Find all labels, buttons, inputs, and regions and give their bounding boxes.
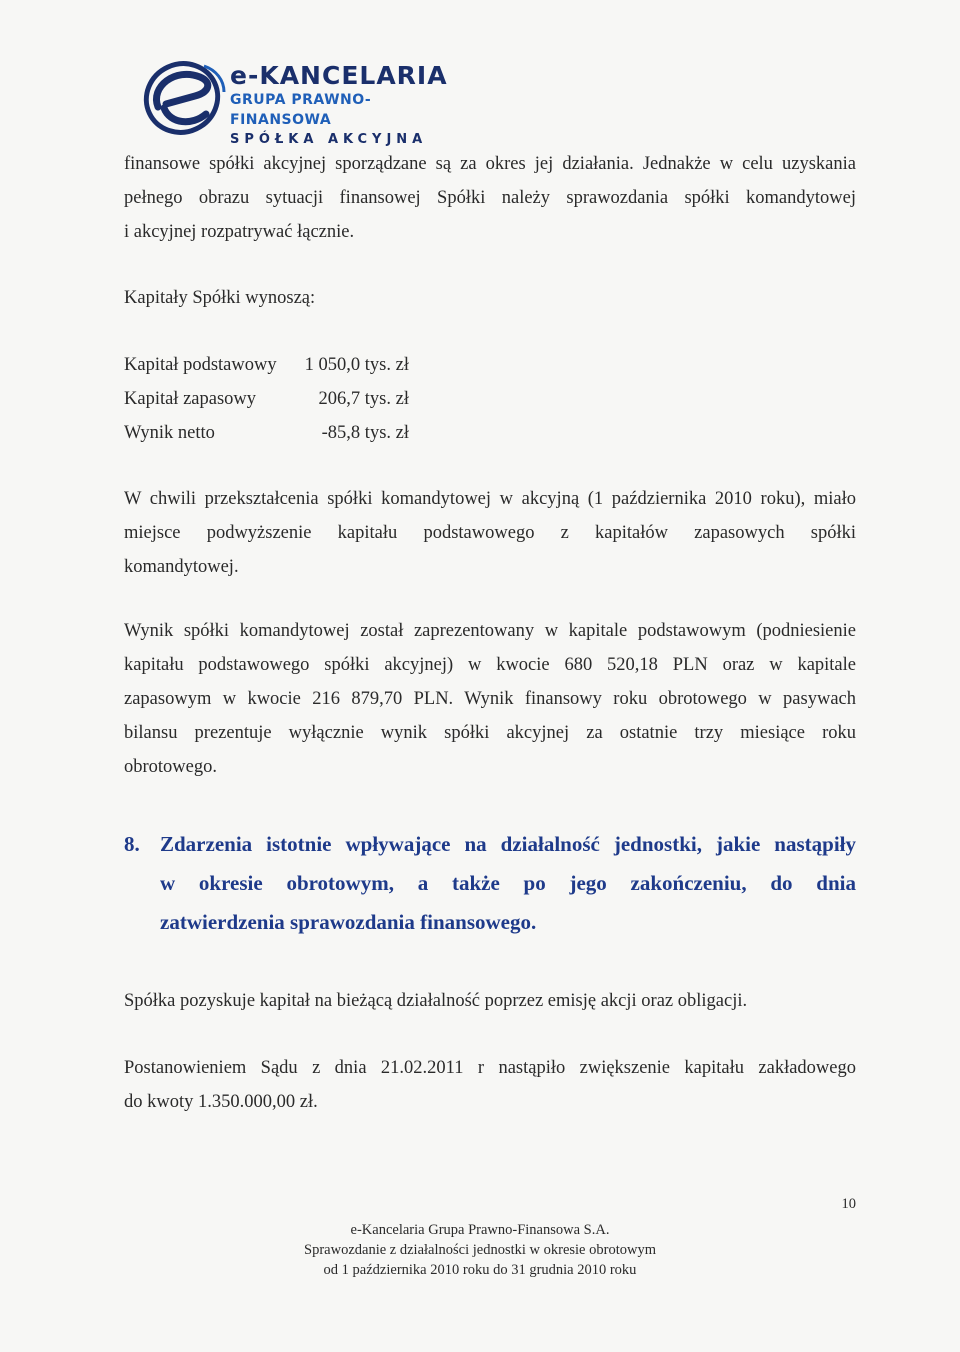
brand-name: e-KANCELARIA (230, 61, 448, 90)
text-line: zapasowym w kwocie 216 879,70 PLN. Wynik finansowy roku obrotowego w pasywach (124, 689, 856, 709)
text-line: do kwoty 1.350.000,00 zł. (124, 1092, 318, 1112)
e-logo-icon (140, 52, 230, 142)
footer-line: Sprawozdanie z działalności jednostki w okresie obrotowym (304, 1242, 656, 1258)
text-line: Spółka pozyskuje kapitał na bieżącą działalność poprzez emisję akcji oraz obligacji. (124, 991, 748, 1011)
footer (0, 1220, 960, 1280)
section-number: 8. (124, 832, 140, 856)
brand-company-type: SPÓŁKA AKCYJNA (230, 132, 428, 147)
heading-line: Zdarzenia istotnie wpływające na działalność jednostki, jakie nastąpiły (160, 832, 856, 856)
logo-text (230, 62, 460, 150)
capital-label: Wynik netto (124, 423, 215, 443)
section-title (160, 825, 856, 942)
company-logo (140, 52, 460, 152)
capital-intro (124, 281, 856, 315)
text-line: Wynik spółki komandytowej został zaprezentowany w kapitale podstawowym (podniesienie (124, 621, 856, 641)
section-heading (124, 825, 856, 945)
capital-value: 1 050,0 tys. zł (304, 355, 409, 375)
text-line: bilansu prezentuje wyłącznie wynik spółki akcyjnej za ostatnie trzy miesiące roku (124, 723, 856, 743)
text-line: komandytowej. (124, 557, 239, 577)
capital-value: -85,8 tys. zł (321, 423, 409, 443)
paragraph-financial-statements (124, 147, 856, 249)
page-number: 10 (841, 1196, 856, 1212)
paragraph-capital-raising (124, 984, 856, 1018)
heading-line: w okresie obrotowym, a także po jego zakończeniu, do dnia (160, 871, 856, 895)
text-line: kapitału podstawowego spółki akcyjnej) w kwocie 680 520,18 PLN oraz w kapitale (124, 655, 856, 675)
footer-line: od 1 października 2010 roku do 31 grudnia 2010 roku (323, 1262, 637, 1278)
text-line: Postanowieniem Sądu z dnia 21.02.2011 r nastąpiło zwiększenie kapitału zakładowego (124, 1058, 856, 1078)
heading-line: zatwierdzenia sprawozdania finansowego. (160, 910, 537, 934)
capital-label: Kapitał zapasowy (124, 389, 257, 409)
paragraph-result (124, 614, 856, 784)
text-line: obrotowego. (124, 757, 217, 777)
text-line: pełnego obrazu sytuacji finansowej Spółki należy sprawozdania spółki komandytowej (124, 188, 856, 208)
capital-intro-text: Kapitały Spółki wynoszą: (124, 288, 316, 308)
paragraph-transformation (124, 482, 856, 584)
capital-value: 206,7 tys. zł (318, 389, 409, 409)
text-line: W chwili przekształcenia spółki komandytowej w akcyjną (1 października 2010 roku), miało (124, 489, 856, 509)
text-line: i akcyjnej rozpatrywać łącznie. (124, 222, 355, 242)
footer-line: e-Kancelaria Grupa Prawno-Finansowa S.A. (350, 1222, 610, 1238)
paragraph-court-decision (124, 1051, 856, 1119)
brand-group: GRUPA PRAWNO-FINANSOWA (230, 92, 372, 128)
text-line: miejsce podwyższenie kapitału podstawowego z kapitałów zapasowych spółki (124, 523, 856, 543)
text-line: finansowe spółki akcyjnej sporządzane są za okres jej działania. Jednakże w celu uzyskania (124, 154, 856, 174)
capital-label: Kapitał podstawowy (124, 355, 277, 375)
